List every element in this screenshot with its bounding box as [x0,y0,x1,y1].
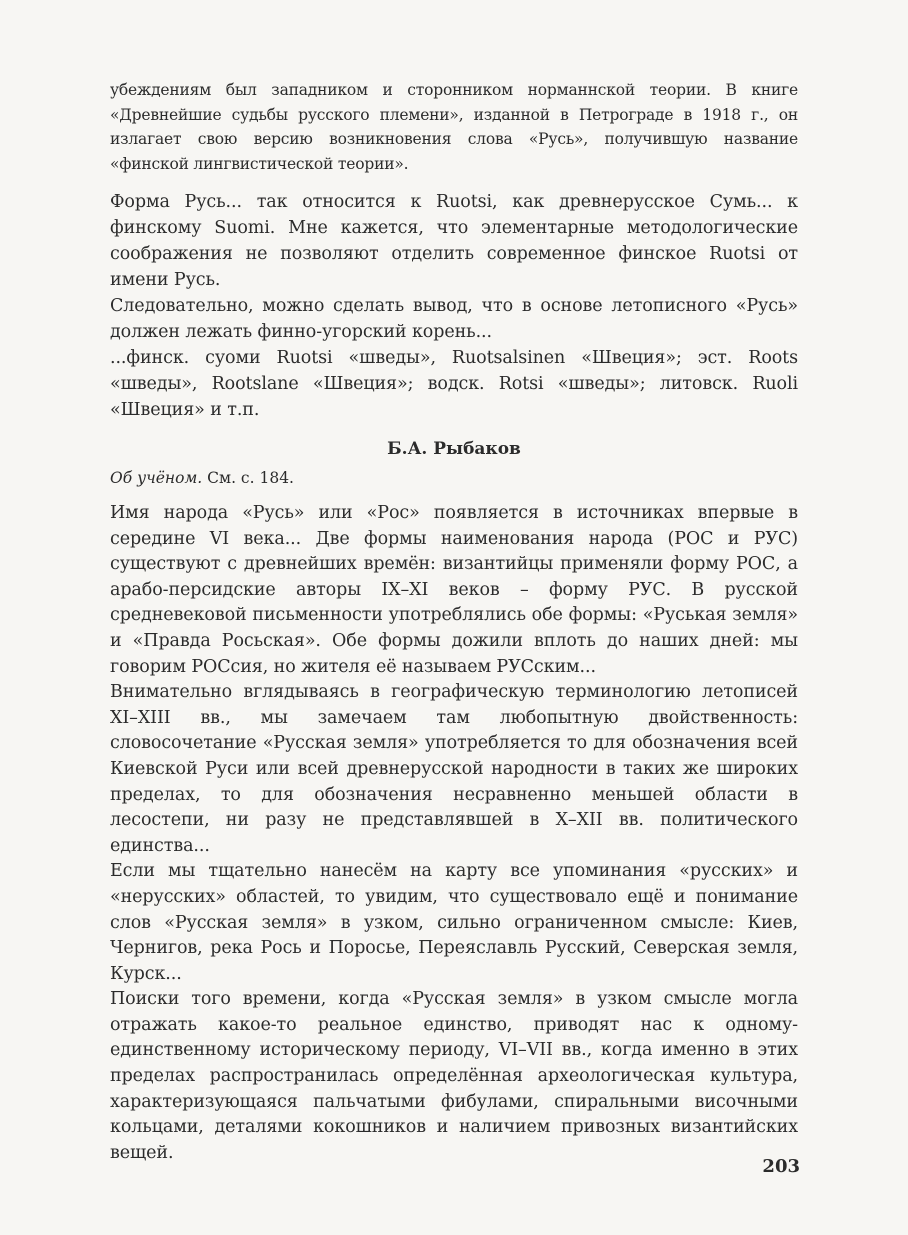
about-scholar-reference: См. с. 184. [202,469,294,487]
section-heading: Б.А. Рыбаков [387,439,521,459]
body-paragraph: Если мы тщательно нанесём на карту все упоминания «русских» и «нерусских» областей, то увидим, что существовало ещё и понимание слов «Русская земля» в узком, сильно ограниченном смысле: Киев, Чернигов, река Рось и Поросье, Переяславль Русский, Северская земля, Курск... [110,861,798,984]
section-body [110,501,798,1166]
quote-paragraph: Следовательно, можно сделать вывод, что в основе летописного «Русь» должен лежать финно-угорский корень... [110,296,798,342]
page-number: 203 [762,1156,800,1177]
body-paragraph: Внимательно вглядываясь в географическую терминологию летописей XI–XIII вв., мы замечаем там любопытную двойственность: словосочетание «Русская земля» употребляется то для обозначения всей Киевской Руси или всей древнерусской народности в таких же широких пределах, то для обозначения несравненно меньшей области в лесостепи, ни разу не представлявшей в X–XII вв. политического единства... [110,682,798,856]
about-scholar-note [110,467,798,489]
quote-block [110,189,798,423]
body-paragraph: Имя народа «Русь» или «Рос» появляется в источниках впервые в середине VI века... Две формы наименования народа (РОС и РУС) существуют с древнейших времён: византийцы применяли форму РОС, а арабо-персидские авторы IX–XI веков – форму РУС. В русской средневековой письменности употреблялись обе формы: «Руськая земля» и «Правда Росьская». Обе формы дожили вплоть до наших дней: мы говорим РОСсия, но жителя её называем РУСским... [110,503,798,677]
page-content [110,78,798,1166]
intro-paragraph: убеждениям был западником и сторонником норманнской теории. В книге «Древнейшие судьбы русского племени», изданной в Петрограде в 1918 г., он излагает свою версию возникновения слова «Русь», получившую название «финской лингвистической теории». [110,81,798,173]
quote-paragraph: ...финск. суоми Ruotsi «шведы», Ruotsalsinen «Швеция»; эст. Roots «шведы», Rootslane «Швеция»; водск. Rotsi «шведы»; литовск. Ruoli «Швеция» и т.п. [110,348,798,420]
about-scholar-label: Об учёном. [110,469,203,487]
body-paragraph: Поиски того времени, когда «Русская земля» в узком смысле могла отражать какое-то реальное единство, приводят нас к одному-единственному историческому периоду, VI–VII вв., когда именно в этих пределах распространилась определённая археологическая культура, характеризующаяся пальчатыми фибулами, спиральными височными кольцами, деталями кокошников и наличием привозных византийских вещей. [110,989,798,1163]
quote-paragraph: Форма Русь... так относится к Ruotsi, как древнерусское Сумь... к финскому Suomi. Мне кажется, что элементарные методологические соображения не позволяют отделить современное финское Ruotsi от имени Русь. [110,192,798,290]
